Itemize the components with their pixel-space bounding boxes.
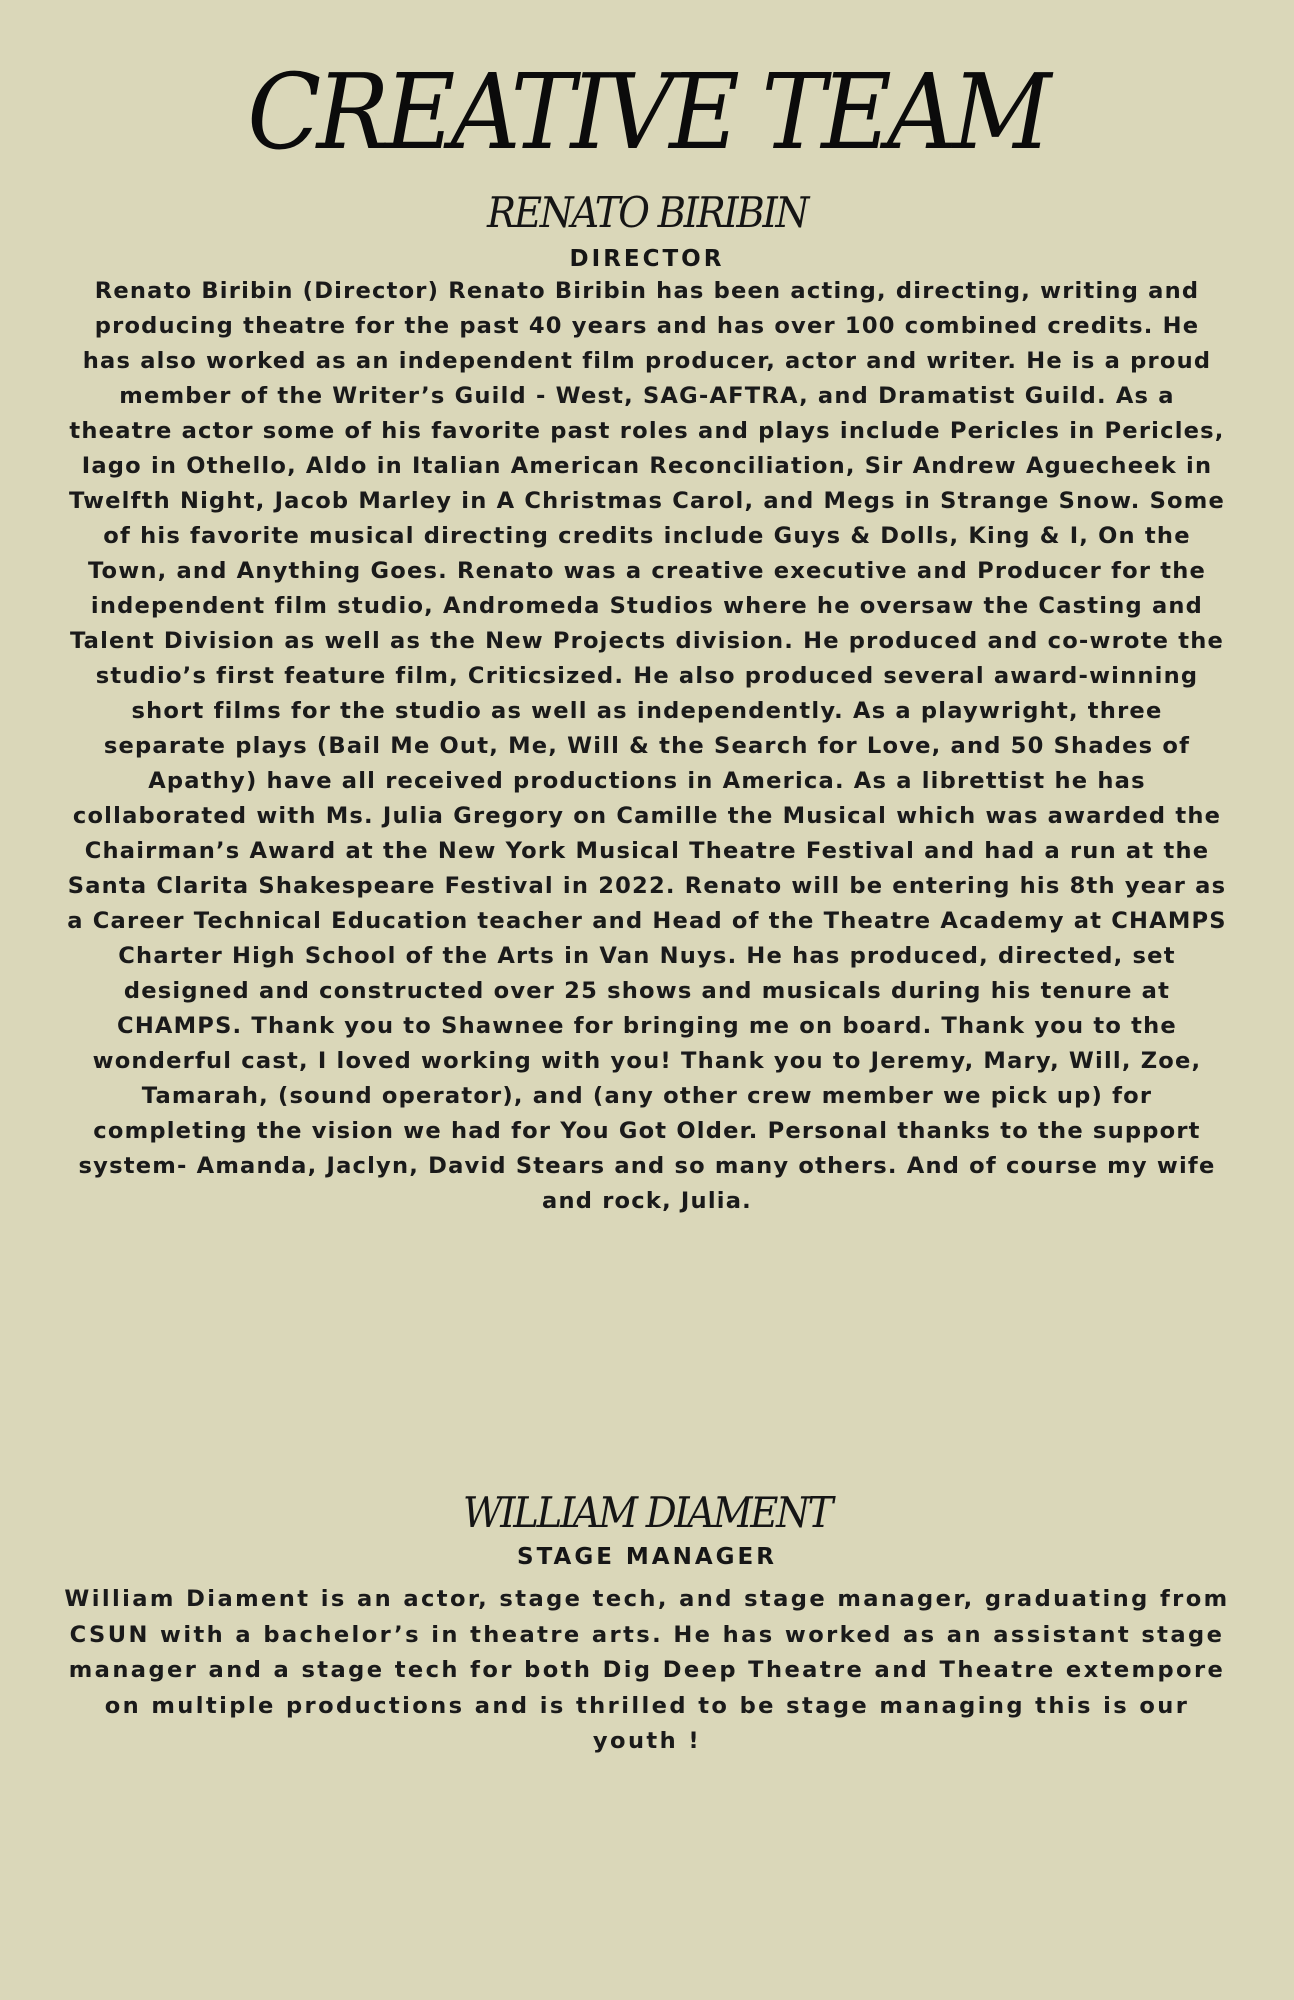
member-bio: Renato Biribin (Director) Renato Biribin has been acting, directing, writing and producing theatre for the past 40 years and has over 100 combined credits. He has also worked as an independent film producer, actor and writer. He is a proud member of the Writer’s Guild - West, SAG-AFTRA, and Dramatist Guild. As a theatre actor some of his favorite past roles and plays include Pericles in Pericles, Iago in Othello, Aldo in Italian American Reconciliation, Sir Andrew Aguecheek in Twelfth Night, Jacob Marley in A Christmas Carol, and Megs in Strange Snow. Some of his favorite musical directing credits include Guys & Dolls, King & I, On the Town, and Anything Goes. Renato was a creative executive and Producer for the independent film studio, Andromeda Studios where he oversaw the Casting and Talent Division as well as the New Projects division. He produced and co-wrote the studio’s first feature film, Criticsized. He also produced several award-winning short films for the studio as well as independently. As a playwright, three separate plays (Bail Me Out, Me, Will & the Search for Love, and 50 Shades of Apathy) have all received productions in America. As a librettist he has collaborated with Ms. Julia Gregory on Camille the Musical which was awarded the Chairman’s Award at the New York Musical Theatre Festival and had a run at the Santa Clarita Shakespeare Festival in 2022. Renato will be entering his 8th year as a Career Technical Education teacher and Head of the Theatre Academy at CHAMPS Charter High School of the Arts in Van Nuys. He has produced, directed, set designed and constructed over 25 shows and musicals during his tenure at CHAMPS. Thank you to Shawnee for bringing me on board. Thank you to the wonderful cast, I loved working with you! Thank you to Jeremy, Mary, Will, Zoe, Tamarah, (sound operator), and (any other crew member we pick up) for completing the vision we had for You Got Older. Personal thanks to the support system- Amanda, Jaclyn, David Stears and so many others. And of course my wife and rock, Julia. [67,278,1227,1214]
member-role: STAGE MANAGER [517,1544,777,1570]
page-title: CREATIVE TEAM [247,51,1047,173]
team-member-stage-manager [0,1484,1294,1760]
member-role: DIRECTOR [569,246,725,272]
member-name: WILLIAM DIAMENT [462,1488,832,1537]
member-name: RENATO BIRIBIN [487,188,807,237]
member-bio: William Diament is an actor, stage tech, and stage manager, graduating from CSUN with a bachelor’s in theatre arts. He has worked as an assistant stage manager and a stage tech for both Dig Deep Theatre and Theatre extempore on multiple productions and is thrilled to be stage managing this is our youth ! [64,1586,1230,1754]
team-member-director [0,184,1294,1219]
